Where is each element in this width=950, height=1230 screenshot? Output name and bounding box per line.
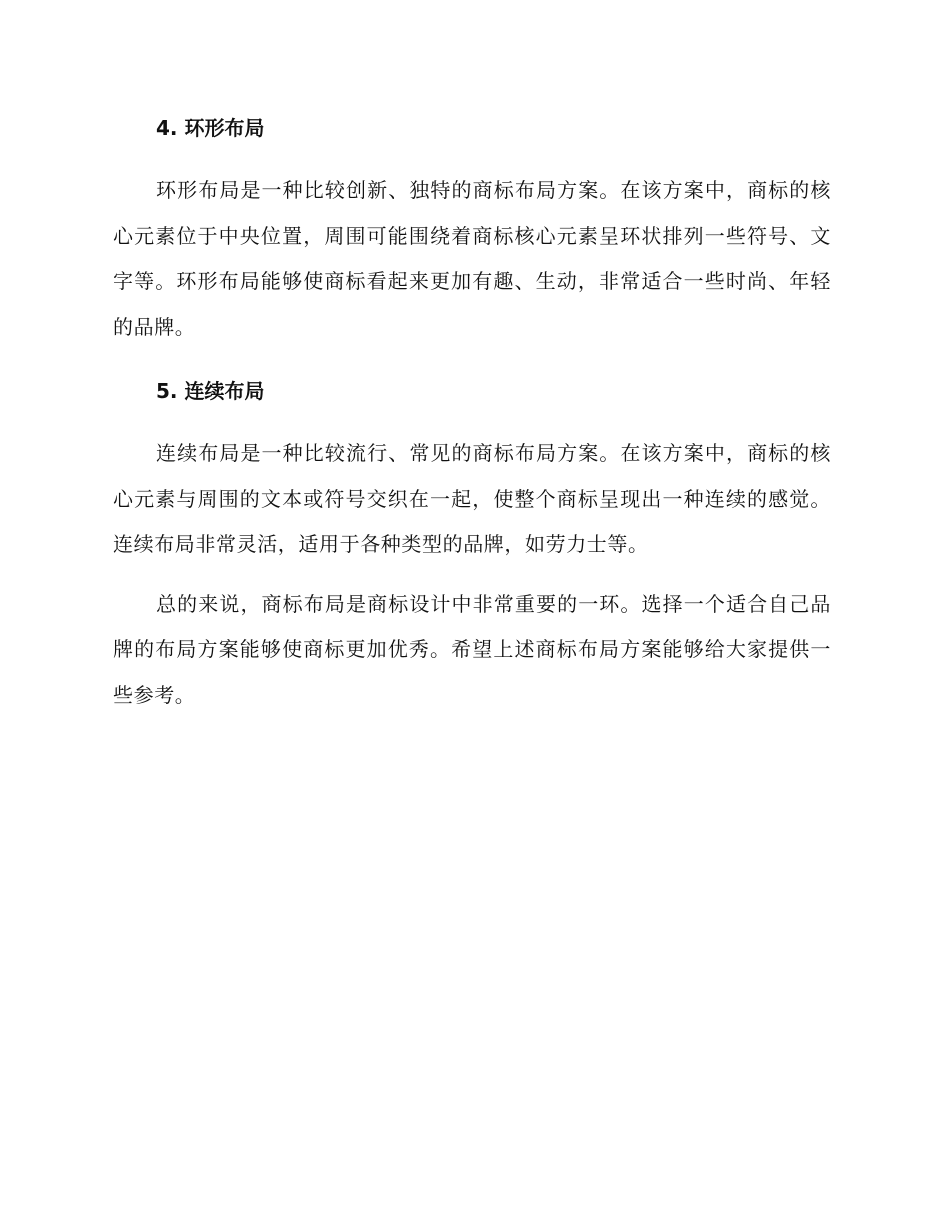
section-paragraph-ring-layout: 环形布局是一种比较创新、独特的商标布局方案。在该方案中，商标的核心元素位于中央位置，周围可能围绕着商标核心元素呈环状排列一些符号、文字等。环形布局能够使商标看起来更加有趣、生动，非常适合一些时尚、年轻的品牌。 bbox=[113, 178, 831, 339]
document-body bbox=[113, 110, 831, 718]
section-heading-ring-layout: 4. 环形布局 bbox=[156, 116, 265, 140]
section-heading-continuous-layout: 5. 连续布局 bbox=[156, 379, 265, 403]
section-paragraph-continuous-layout: 连续布局是一种比较流行、常见的商标布局方案。在该方案中，商标的核心元素与周围的文本或符号交织在一起，使整个商标呈现出一种连续的感觉。连续布局非常灵活，适用于各种类型的品牌，如劳力士等。 bbox=[113, 441, 831, 556]
conclusion-paragraph: 总的来说，商标布局是商标设计中非常重要的一环。选择一个适合自己品牌的布局方案能够使商标更加优秀。希望上述商标布局方案能够给大家提供一些参考。 bbox=[113, 591, 831, 707]
